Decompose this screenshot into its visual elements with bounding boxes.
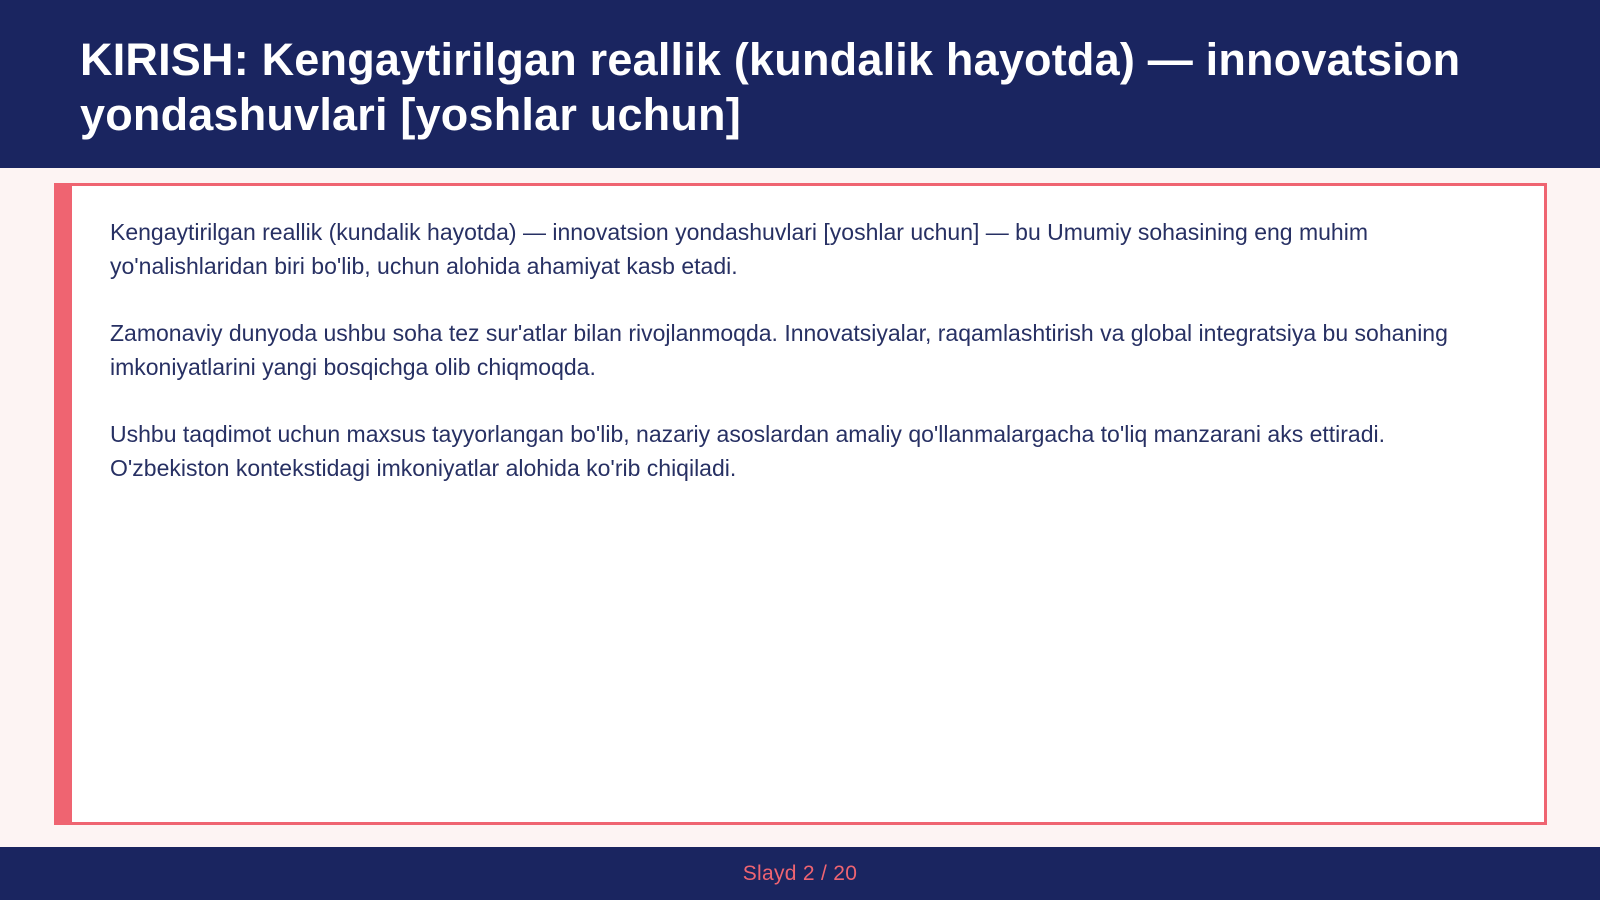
intro-paragraph: Kengaytirilgan reallik (kundalik hayotda) — innovatsion yondashuvlari [yoshlar uchun] — bu Umumiy sohasining eng muhim yo'nalishlaridan biri bo'lib, uchun alohida ahamiyat kasb etadi. bbox=[110, 219, 1368, 279]
slide-title: KIRISH: Kengaytirilgan reallik (kundalik hayotda) — innovatsion yondashuvlari [yoshlar uchun] bbox=[80, 34, 1461, 140]
purpose-paragraph: Ushbu taqdimot uchun maxsus tayyorlangan bo'lib, nazariy asoslardan amaliy qo'llanmalargacha to'liq manzarani aks ettiradi. O'zbekiston kontekstidagi imkoniyatlar alohida ko'rib chiqiladi. bbox=[110, 421, 1386, 481]
context-paragraph: Zamonaviy dunyoda ushbu soha tez sur'atlar bilan rivojlanmoqda. Innovatsiyalar, raqamlashtirish va global integratsiya bu sohaning imkoniyatlarini yangi bosqichga olib chiqmoqda. bbox=[110, 320, 1448, 380]
content-card bbox=[54, 183, 1547, 825]
slide-number: Slayd 2 / 20 bbox=[742, 861, 858, 885]
slide-footer bbox=[0, 847, 1600, 900]
slide-header bbox=[0, 0, 1600, 168]
